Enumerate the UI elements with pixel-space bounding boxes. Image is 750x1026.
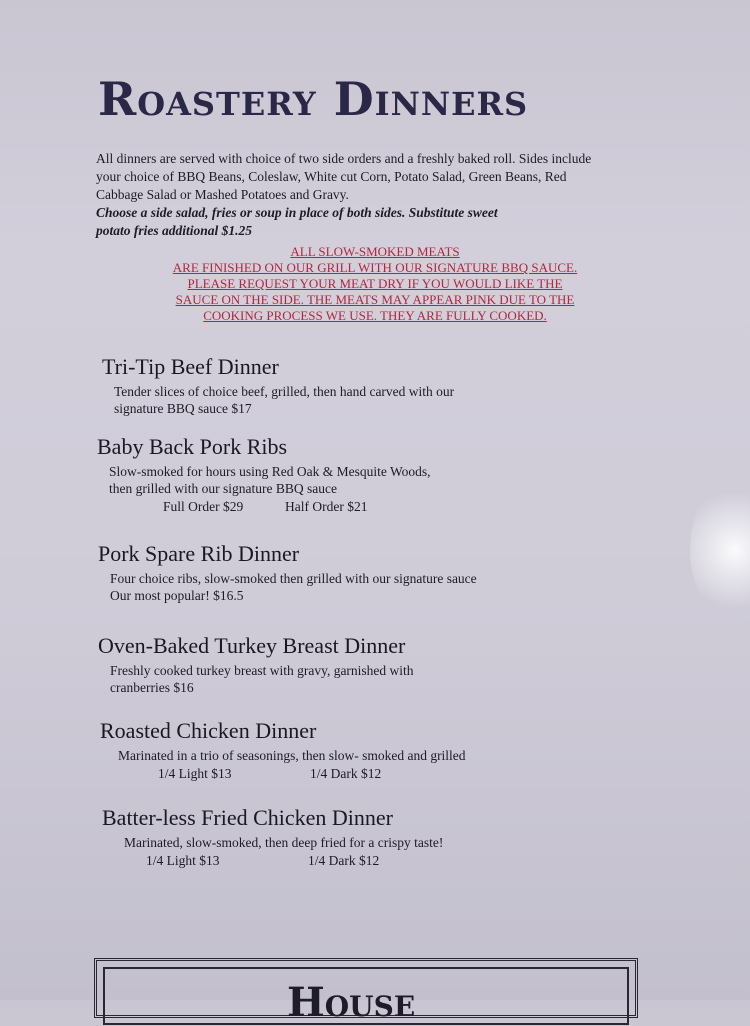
intro-line: All dinners are served with choice of two side orders and a freshly baked roll. Sides include bbox=[96, 151, 592, 166]
item-description bbox=[114, 383, 454, 417]
price-light: 1/4 Light $13 bbox=[146, 853, 220, 868]
house-section-title: House bbox=[287, 979, 416, 1026]
item-description bbox=[124, 834, 443, 869]
intro-italic-line: Choose a side salad, fries or soup in place of both sides. Substitute sweet bbox=[96, 205, 498, 220]
menu-item-fried-chicken bbox=[102, 805, 443, 869]
intro-line: Cabbage Salad or Mashed Potatoes and Gravy. bbox=[96, 187, 349, 202]
item-desc-line: Slow-smoked for hours using Red Oak & Mesquite Woods, bbox=[109, 464, 431, 479]
item-name: Roasted Chicken Dinner bbox=[100, 718, 317, 743]
intro-text bbox=[96, 150, 666, 240]
item-desc-line: signature BBQ sauce $17 bbox=[114, 401, 252, 416]
price-half: Half Order $21 bbox=[285, 499, 368, 514]
item-name: Tri-Tip Beef Dinner bbox=[102, 354, 279, 379]
price-light: 1/4 Light $13 bbox=[158, 766, 232, 781]
notice-line: COOKING PROCESS WE USE. THEY ARE FULLY COOKED. bbox=[203, 308, 547, 323]
menu-item-roasted-chicken bbox=[100, 718, 466, 782]
menu-item-turkey-breast bbox=[98, 633, 414, 696]
price-dark: 1/4 Dark $12 bbox=[308, 853, 380, 868]
notice-line: ARE FINISHED ON OUR GRILL WITH OUR SIGNATURE BBQ SAUCE. bbox=[172, 260, 578, 275]
item-prices bbox=[124, 852, 443, 869]
item-desc-line: Our most popular! $16.5 bbox=[110, 588, 244, 603]
item-prices bbox=[109, 498, 431, 515]
item-name: Batter-less Fried Chicken Dinner bbox=[102, 805, 393, 830]
item-description bbox=[118, 747, 466, 782]
item-name: Oven-Baked Turkey Breast Dinner bbox=[98, 633, 406, 658]
item-desc-line: Tender slices of choice beef, grilled, then hand carved with our bbox=[114, 384, 455, 399]
price-dark: 1/4 Dark $12 bbox=[310, 766, 382, 781]
item-prices bbox=[118, 765, 466, 782]
notice-line: ALL SLOW-SMOKED MEATS bbox=[290, 244, 460, 259]
menu-item-spare-rib bbox=[98, 541, 477, 604]
house-section-frame bbox=[94, 958, 638, 1026]
item-name: Pork Spare Rib Dinner bbox=[98, 541, 300, 566]
menu-item-tri-tip bbox=[102, 354, 454, 417]
menu-item-baby-back-ribs bbox=[97, 434, 431, 515]
item-description bbox=[109, 463, 431, 515]
item-desc-line: Marinated, slow-smoked, then deep fried for a crispy taste! bbox=[124, 835, 444, 850]
smoked-meats-notice bbox=[120, 244, 630, 324]
intro-line: your choice of BBQ Beans, Coleslaw, White cut Corn, Potato Salad, Green Beans, Red bbox=[96, 169, 567, 184]
notice-line: SAUCE ON THE SIDE. THE MEATS MAY APPEAR PINK DUE TO THE bbox=[175, 292, 575, 307]
item-description bbox=[110, 570, 477, 604]
item-desc-line: cranberries $16 bbox=[110, 680, 194, 695]
price-full: Full Order $29 bbox=[163, 499, 244, 514]
item-desc-line: Freshly cooked turkey breast with gravy, garnished with bbox=[110, 663, 414, 678]
notice-line: PLEASE REQUEST YOUR MEAT DRY IF YOU WOULD LIKE THE bbox=[187, 276, 563, 291]
item-desc-line: then grilled with our signature BBQ sauce bbox=[109, 481, 337, 496]
light-glare bbox=[690, 480, 750, 620]
item-name: Baby Back Pork Ribs bbox=[97, 434, 288, 459]
item-desc-line: Four choice ribs, slow-smoked then grilled with our signature sauce bbox=[110, 571, 477, 586]
intro-italic-line: potato fries additional $1.25 bbox=[96, 223, 253, 238]
item-desc-line: Marinated in a trio of seasonings, then slow- smoked and grilled bbox=[118, 748, 466, 763]
menu-title: Roastery Dinners bbox=[98, 72, 529, 126]
item-description bbox=[110, 662, 414, 696]
